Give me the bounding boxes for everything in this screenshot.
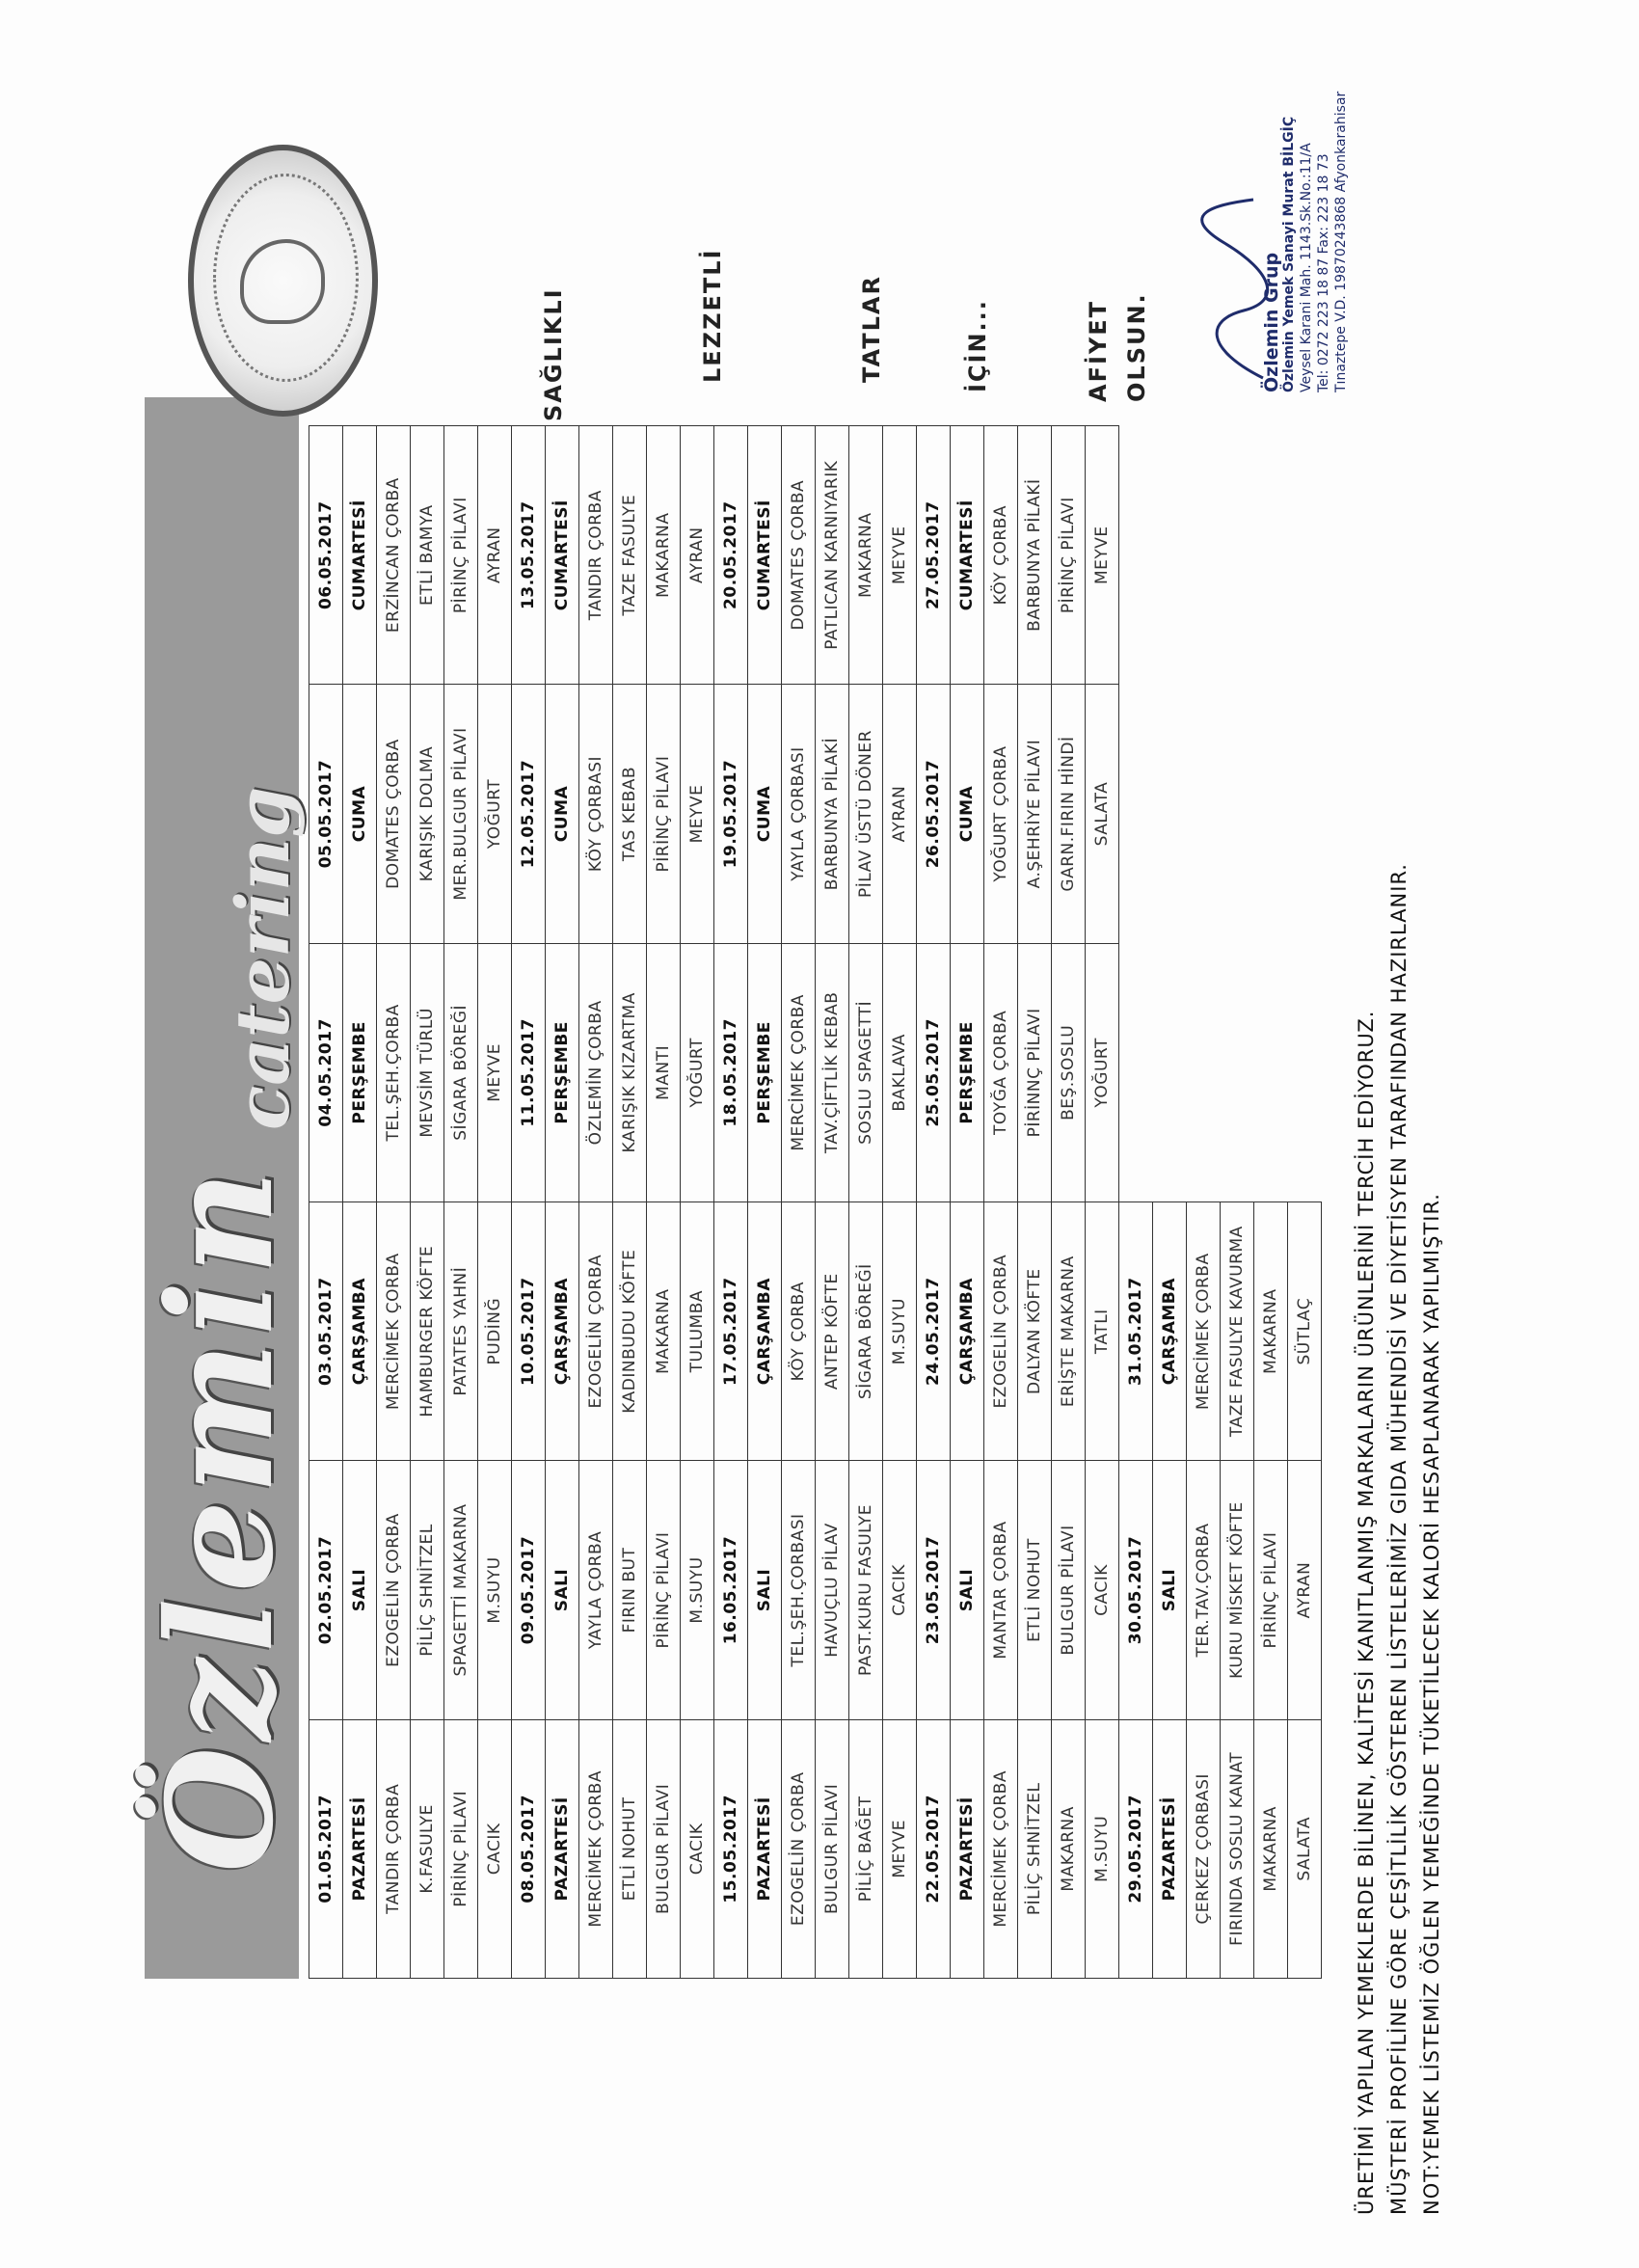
note-line: MÜŞTERİ PROFİLİNE GÖRE ÇEŞİTLİLİK GÖSTEREN LİSTELERİMİZ GIDA MÜHENDİSİ VE DİYETİSYEN TARAFINDAN HAZIRLANIR.: [1387, 863, 1411, 2215]
dish-cell: MAKARNA: [1254, 1719, 1288, 1978]
dish-cell: PİRİNÇ PİLAVI: [1254, 1461, 1288, 1719]
dish-cell: PİRİNNÇ PİLAVI: [1018, 943, 1052, 1202]
dish-cell: SİGARA BÖREĞİ: [849, 1202, 883, 1461]
dish-cell: KADINBUDU KÖFTE: [613, 1202, 647, 1461]
day-cell: SALI: [748, 1461, 782, 1719]
dish-row: [478, 426, 512, 1979]
dish-cell: DALYAN KÖFTE: [1018, 1202, 1052, 1461]
stamp-line: Tınaztepe V.D. 19870243868 Afyonkarahisar: [1333, 91, 1349, 392]
dish-cell: MEYVE: [1086, 426, 1119, 685]
dish-cell: ANTEP KÖFTE: [816, 1202, 849, 1461]
day-cell: CUMA: [748, 685, 782, 943]
dish-cell: HAMBURGER KÖFTE: [411, 1202, 444, 1461]
dish-row: [849, 426, 883, 1979]
dish-row: [444, 426, 478, 1979]
company-stamp: [1263, 74, 1427, 392]
date-cell: 11.05.2017: [512, 943, 546, 1202]
date-row: [512, 426, 546, 1979]
dish-cell: BARBUNYA PİLAKİ: [1018, 426, 1052, 685]
slogan-tatlar: TATLAR: [858, 275, 885, 383]
empty-cell: [1119, 943, 1153, 1202]
dish-cell: MERCİMEK ÇORBA: [782, 943, 816, 1202]
date-cell: 19.05.2017: [714, 685, 748, 943]
dish-cell: SÜTLAÇ: [1288, 1202, 1322, 1461]
dish-cell: M.SUYU: [1086, 1719, 1119, 1978]
dish-cell: PATLICAN KARNIYARIK: [816, 426, 849, 685]
dish-row: [1086, 426, 1119, 1979]
dish-row: [681, 426, 714, 1979]
dish-cell: MANTAR ÇORBA: [984, 1461, 1018, 1719]
dish-cell: BULGUR PİLAVI: [647, 1719, 681, 1978]
dish-cell: DOMATES ÇORBA: [782, 426, 816, 685]
dish-cell: MEYVE: [478, 943, 512, 1202]
dish-cell: BARBUNYA PİLAKİ: [816, 685, 849, 943]
banner-title: Özlemin: [136, 1163, 306, 1873]
dish-cell: TAV.ÇİFTLİK KEBAB: [816, 943, 849, 1202]
date-row: [917, 426, 951, 1979]
dish-row: [579, 426, 613, 1979]
dish-cell: PİLİÇ SHNİTZEL: [1018, 1719, 1052, 1978]
date-cell: 22.05.2017: [917, 1719, 951, 1978]
dish-cell: MER.BULGUR PİLAVI: [444, 685, 478, 943]
dish-cell: SİGARA BÖREĞİ: [444, 943, 478, 1202]
dish-cell: ETLİ NOHUT: [1018, 1461, 1052, 1719]
dish-cell: EZOGELİN ÇORBA: [377, 1461, 411, 1719]
footer-notes: [1350, 479, 1448, 2215]
dish-cell: TAZE FASULYE KAVURMA: [1221, 1202, 1254, 1461]
dish-cell: PİLİÇ SHNİTZEL: [411, 1461, 444, 1719]
dish-row: [1221, 426, 1254, 1979]
dish-cell: FIRIN BUT: [613, 1461, 647, 1719]
dish-cell: CACIK: [478, 1719, 512, 1978]
dish-row: [816, 426, 849, 1979]
date-cell: 01.05.2017: [309, 1719, 343, 1978]
date-cell: 16.05.2017: [714, 1461, 748, 1719]
empty-cell: [1254, 943, 1288, 1202]
day-cell: PERŞEMBE: [343, 943, 377, 1202]
empty-cell: [1153, 426, 1187, 685]
dish-cell: MAKARNA: [849, 426, 883, 685]
day-cell: PAZARTESİ: [546, 1719, 579, 1978]
dish-cell: ÖZLEMİN ÇORBA: [579, 943, 613, 1202]
day-cell: CUMARTESİ: [951, 426, 984, 685]
slogan-afiyet: AFİYET: [1085, 299, 1112, 402]
dish-cell: MAKARNA: [1052, 1719, 1086, 1978]
dish-cell: SALATA: [1086, 685, 1119, 943]
slogan-saglikli: SAĞLIKLI: [540, 287, 567, 421]
empty-cell: [1119, 685, 1153, 943]
dish-cell: YOĞURT: [478, 685, 512, 943]
dish-row: [411, 426, 444, 1979]
dish-cell: ETLİ NOHUT: [613, 1719, 647, 1978]
stamp-line: Özlemin Grup: [1261, 252, 1282, 392]
dish-cell: ERİŞTE MAKARNA: [1052, 1202, 1086, 1461]
dish-cell: TEL.ŞEH.ÇORBA: [377, 943, 411, 1202]
dish-row: [613, 426, 647, 1979]
empty-cell: [1254, 426, 1288, 685]
empty-cell: [1187, 426, 1221, 685]
day-cell: PERŞEMBE: [546, 943, 579, 1202]
date-cell: 29.05.2017: [1119, 1719, 1153, 1978]
day-row: [1153, 426, 1187, 1979]
dish-cell: PİRİNÇ PİLAVI: [647, 1461, 681, 1719]
empty-cell: [1288, 426, 1322, 685]
dish-cell: M.SUYU: [681, 1461, 714, 1719]
dish-cell: TEL.ŞEH.ÇORBASI: [782, 1461, 816, 1719]
dish-cell: SOSLU SPAGETTİ: [849, 943, 883, 1202]
stamp-line: Özlemin Yemek Sanayi Murat BİLGİÇ: [1281, 116, 1297, 392]
dish-cell: GARN.FIRIN HİNDİ: [1052, 685, 1086, 943]
date-cell: 10.05.2017: [512, 1202, 546, 1461]
dish-row: [647, 426, 681, 1979]
dish-cell: TANDIR ÇORBA: [377, 1719, 411, 1978]
dish-cell: TANDIR ÇORBA: [579, 426, 613, 685]
dish-cell: CACIK: [681, 1719, 714, 1978]
dish-cell: EZOGELİN ÇORBA: [984, 1202, 1018, 1461]
day-cell: CUMA: [546, 685, 579, 943]
dish-cell: MERCİMEK ÇORBA: [377, 1202, 411, 1461]
dish-cell: MANTI: [647, 943, 681, 1202]
dish-row: [377, 426, 411, 1979]
dish-cell: ETLİ BAMYA: [411, 426, 444, 685]
dish-cell: PİLAV ÜSTÜ DÖNER: [849, 685, 883, 943]
dish-cell: KÖY ÇORBASI: [579, 685, 613, 943]
slogan-icin: İÇİN...: [964, 299, 991, 392]
date-cell: 08.05.2017: [512, 1719, 546, 1978]
dish-cell: M.SUYU: [883, 1202, 917, 1461]
day-cell: SALI: [343, 1461, 377, 1719]
day-row: [546, 426, 579, 1979]
dish-cell: AYRAN: [1288, 1461, 1322, 1719]
dish-cell: PİRİNÇ PİLAVI: [444, 1719, 478, 1978]
stamp-line: Veysel Karani Mah. 1143.Sk.No.:11/A: [1299, 143, 1314, 392]
dish-row: [1288, 426, 1322, 1979]
dish-cell: MAKARNA: [647, 426, 681, 685]
dish-cell: PUDİNĞ: [478, 1202, 512, 1461]
dish-cell: AYRAN: [478, 426, 512, 685]
dish-cell: TULUMBA: [681, 1202, 714, 1461]
date-cell: 03.05.2017: [309, 1202, 343, 1461]
empty-cell: [1221, 685, 1254, 943]
dish-cell: CACIK: [883, 1461, 917, 1719]
dish-cell: FIRINDA SOSLU KANAT: [1221, 1719, 1254, 1978]
date-cell: 05.05.2017: [309, 685, 343, 943]
dish-cell: TATLI: [1086, 1202, 1119, 1461]
slogan-lezzetli: LEZZETLİ: [699, 248, 726, 383]
dish-cell: CACIK: [1086, 1461, 1119, 1719]
dish-row: [1254, 426, 1288, 1979]
dish-cell: K.FASULYE: [411, 1719, 444, 1978]
dish-cell: M.SUYU: [478, 1461, 512, 1719]
dish-cell: BULGUR PİLAVI: [816, 1719, 849, 1978]
dish-cell: A.ŞEHRİYE PİLAVI: [1018, 685, 1052, 943]
dish-cell: ERZİNCAN ÇORBA: [377, 426, 411, 685]
dish-cell: YOĞURT ÇORBA: [984, 685, 1018, 943]
dish-cell: YAYLA ÇORBASI: [782, 685, 816, 943]
dish-cell: KURU MİSKET KÖFTE: [1221, 1461, 1254, 1719]
empty-cell: [1153, 685, 1187, 943]
company-banner: [136, 397, 306, 1979]
dish-cell: TER.TAV.ÇORBA: [1187, 1461, 1221, 1719]
dish-cell: MERCİMEK ÇORBA: [984, 1719, 1018, 1978]
dish-cell: AYRAN: [681, 426, 714, 685]
empty-cell: [1288, 943, 1322, 1202]
day-row: [951, 426, 984, 1979]
dish-cell: KARIŞIK DOLMA: [411, 685, 444, 943]
dish-cell: AYRAN: [883, 685, 917, 943]
dish-cell: KARIŞIK KIZARTMA: [613, 943, 647, 1202]
dish-row: [984, 426, 1018, 1979]
day-cell: PAZARTESİ: [1153, 1719, 1187, 1978]
empty-cell: [1187, 943, 1221, 1202]
dish-cell: SALATA: [1288, 1719, 1322, 1978]
day-cell: ÇARŞAMBA: [951, 1202, 984, 1461]
dish-row: [1018, 426, 1052, 1979]
dish-cell: MAKARNA: [647, 1202, 681, 1461]
date-cell: 12.05.2017: [512, 685, 546, 943]
banner-subtitle: catering: [220, 786, 306, 1130]
day-cell: ÇARŞAMBA: [343, 1202, 377, 1461]
day-row: [748, 426, 782, 1979]
empty-cell: [1119, 426, 1153, 685]
dish-cell: TAS KEBAB: [613, 685, 647, 943]
day-cell: SALI: [546, 1461, 579, 1719]
date-cell: 26.05.2017: [917, 685, 951, 943]
date-cell: 25.05.2017: [917, 943, 951, 1202]
dish-cell: PATATES YAHNİ: [444, 1202, 478, 1461]
date-row: [309, 426, 343, 1979]
date-cell: 20.05.2017: [714, 426, 748, 685]
dish-cell: MEYVE: [883, 1719, 917, 1978]
dish-cell: PİLİÇ BAĞET: [849, 1719, 883, 1978]
dish-cell: BEŞ.SOSLU: [1052, 943, 1086, 1202]
date-cell: 18.05.2017: [714, 943, 748, 1202]
date-cell: 30.05.2017: [1119, 1461, 1153, 1719]
day-cell: CUMARTESİ: [748, 426, 782, 685]
dish-cell: BULGUR PİLAVI: [1052, 1461, 1086, 1719]
date-cell: 31.05.2017: [1119, 1202, 1153, 1461]
day-cell: CUMA: [343, 685, 377, 943]
date-cell: 06.05.2017: [309, 426, 343, 685]
dish-cell: ÇERKEZ ÇORBASI: [1187, 1719, 1221, 1978]
dish-row: [782, 426, 816, 1979]
dish-cell: PİRİNÇ PİLAVI: [647, 685, 681, 943]
day-cell: PAZARTESİ: [951, 1719, 984, 1978]
dish-cell: MAKARNA: [1254, 1202, 1288, 1461]
day-cell: CUMA: [951, 685, 984, 943]
dish-cell: PİRİNÇ PİLAVI: [444, 426, 478, 685]
empty-cell: [1221, 943, 1254, 1202]
dish-row: [1187, 426, 1221, 1979]
dish-cell: MERCİMEK ÇORBA: [1187, 1202, 1221, 1461]
date-cell: 09.05.2017: [512, 1461, 546, 1719]
dish-cell: MERCİMEK ÇORBA: [579, 1719, 613, 1978]
dish-cell: DOMATES ÇORBA: [377, 685, 411, 943]
day-cell: PERŞEMBE: [748, 943, 782, 1202]
day-cell: CUMARTESİ: [343, 426, 377, 685]
dish-cell: YOĞURT: [681, 943, 714, 1202]
dish-row: [883, 426, 917, 1979]
day-cell: PAZARTESİ: [748, 1719, 782, 1978]
empty-cell: [1254, 685, 1288, 943]
day-cell: SALI: [1153, 1461, 1187, 1719]
monthly-menu-table: [309, 425, 1322, 1979]
empty-cell: [1187, 685, 1221, 943]
company-emblem-icon: [188, 145, 378, 417]
dish-cell: BAKLAVA: [883, 943, 917, 1202]
dish-cell: KÖY ÇORBA: [782, 1202, 816, 1461]
empty-cell: [1288, 685, 1322, 943]
dish-cell: PAST.KURU FASULYE: [849, 1461, 883, 1719]
note-line: NOT:YEMEK LİSTEMİZ ÖĞLEN YEMEĞİNDE TÜKETİLECEK KALORİ HESAPLANARAK YAPILMIŞTIR.: [1420, 1193, 1443, 2215]
date-cell: 17.05.2017: [714, 1202, 748, 1461]
stamp-line: Tel: 0272 223 18 87 Fax: 223 18 73: [1316, 153, 1331, 392]
date-cell: 24.05.2017: [917, 1202, 951, 1461]
dish-cell: TOYĞA ÇORBA: [984, 943, 1018, 1202]
date-row: [714, 426, 748, 1979]
date-cell: 15.05.2017: [714, 1719, 748, 1978]
dish-cell: KÖY ÇORBA: [984, 426, 1018, 685]
dish-cell: YAYLA ÇORBA: [579, 1461, 613, 1719]
day-cell: CUMARTESİ: [546, 426, 579, 685]
dish-cell: YOĞURT: [1086, 943, 1119, 1202]
date-cell: 02.05.2017: [309, 1461, 343, 1719]
day-cell: PAZARTESİ: [343, 1719, 377, 1978]
date-row: [1119, 426, 1153, 1979]
dish-cell: EZOGELİN ÇORBA: [579, 1202, 613, 1461]
day-cell: ÇARŞAMBA: [748, 1202, 782, 1461]
dish-cell: EZOGELİN ÇORBA: [782, 1719, 816, 1978]
dish-cell: MEYVE: [883, 426, 917, 685]
dish-cell: TAZE FASULYE: [613, 426, 647, 685]
dish-cell: MEVSİM TÜRLÜ: [411, 943, 444, 1202]
date-cell: 13.05.2017: [512, 426, 546, 685]
dish-row: [1052, 426, 1086, 1979]
day-cell: ÇARŞAMBA: [1153, 1202, 1187, 1461]
dish-cell: PİRİNÇ PİLAVI: [1052, 426, 1086, 685]
empty-cell: [1153, 943, 1187, 1202]
dish-cell: MEYVE: [681, 685, 714, 943]
dish-cell: HAVUÇLU PİLAV: [816, 1461, 849, 1719]
slogan-olsun: OLSUN.: [1123, 292, 1150, 402]
date-cell: 04.05.2017: [309, 943, 343, 1202]
day-cell: PERŞEMBE: [951, 943, 984, 1202]
date-cell: 23.05.2017: [917, 1461, 951, 1719]
dish-cell: SPAGETTİ MAKARNA: [444, 1461, 478, 1719]
note-line: ÜRETİMİ YAPILAN YEMEKLERDE BİLİNEN, KALİTESİ KANITLANMIŞ MARKALARIN ÜRÜNLERİNİ TERCİH EDİYORUZ.: [1355, 1010, 1378, 2215]
day-cell: ÇARŞAMBA: [546, 1202, 579, 1461]
day-row: [343, 426, 377, 1979]
day-cell: SALI: [951, 1461, 984, 1719]
empty-cell: [1221, 426, 1254, 685]
date-cell: 27.05.2017: [917, 426, 951, 685]
